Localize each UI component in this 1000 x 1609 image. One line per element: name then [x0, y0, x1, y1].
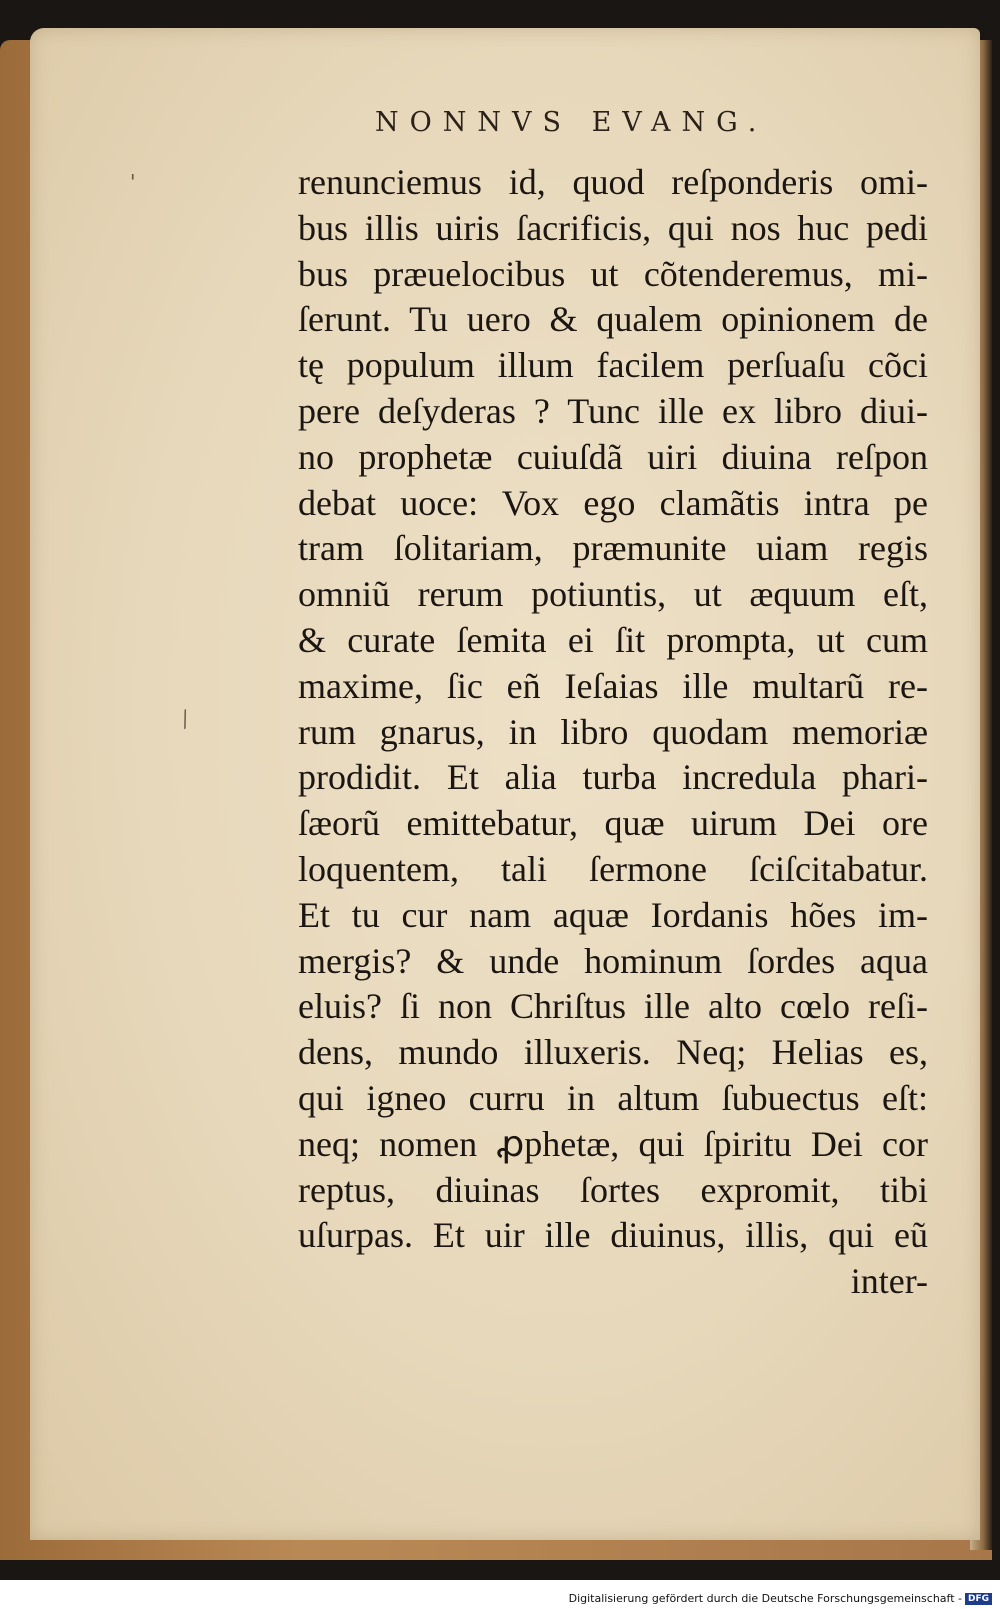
text-line: dens, mundo illuxeris. Neq; Helias es, — [298, 1032, 928, 1073]
text-line: bus præuelocibus ut cõtenderemus, mi- — [298, 253, 928, 294]
text-line: reptus, diuinas ſortes expromit, tibi — [298, 1169, 928, 1210]
text-line: & curate ſemita ei ſit prompta, ut cum — [298, 619, 928, 660]
text-line: ſerunt. Tu uero & qualem opinionem de — [298, 299, 928, 340]
text-line: loquentem, tali ſermone ſciſcitabatur. — [298, 848, 928, 889]
text-line: prodidit. Et alia turba incredula phari- — [298, 757, 928, 798]
text-line: tę populum illum facilem perſuaſu cõci — [298, 345, 928, 386]
text-line: renunciemus id, quod reſponderis omi- — [298, 162, 928, 202]
text-line: maxime, ſic eñ Ieſaias ille multarũ re- — [298, 665, 928, 706]
text-line: qui igneo curru in altum ſubuectus eſt: — [298, 1077, 928, 1118]
text-line: omniũ rerum potiuntis, ut æquum eſt, — [298, 574, 928, 615]
text-line: no prophetæ cuiuſdã uiri diuina reſpon — [298, 436, 928, 477]
text-line: Et tu cur nam aquæ Iordanis hões im- — [298, 894, 928, 935]
text-line: eluis? ſi non Chriſtus ille alto cœlo reſi- — [298, 986, 928, 1027]
text-line: neq; nomen ꝓphetæ, qui ſpiritu Dei cor — [298, 1123, 928, 1164]
pencil-mark: ⁄ — [177, 708, 194, 733]
text-block — [298, 160, 928, 1305]
dfg-logo: DFG — [965, 1593, 992, 1605]
text-line: tram ſolitariam, præmunite uiam regis — [298, 528, 928, 569]
text-line: mergis? & unde hominum ſordes aqua — [298, 940, 928, 981]
text-line: bus illis uiris ſacrificis, qui nos huc pedi — [298, 207, 928, 248]
catchword: inter- — [850, 1261, 928, 1302]
running-head: NONNVS EVANG. — [375, 107, 768, 138]
footer-credit — [569, 1592, 992, 1605]
stain-mark: ' — [130, 170, 136, 194]
footer-credit-text: Digitalisierung gefördert durch die Deutsche Forschungsgemeinschaft - — [568, 1592, 962, 1605]
text-line: pere deſyderas ? Tunc ille ex libro diui- — [298, 390, 928, 431]
text-line: rum gnarus, in libro quodam memoriæ — [298, 711, 928, 752]
text-line: ſæorũ emittebatur, quæ uirum Dei ore — [298, 803, 928, 844]
text-line: debat uoce: Vox ego clamãtis intra pe — [298, 482, 928, 523]
text-line: uſurpas. Et uir ille diuinus, illis, qui eũ — [298, 1215, 928, 1256]
